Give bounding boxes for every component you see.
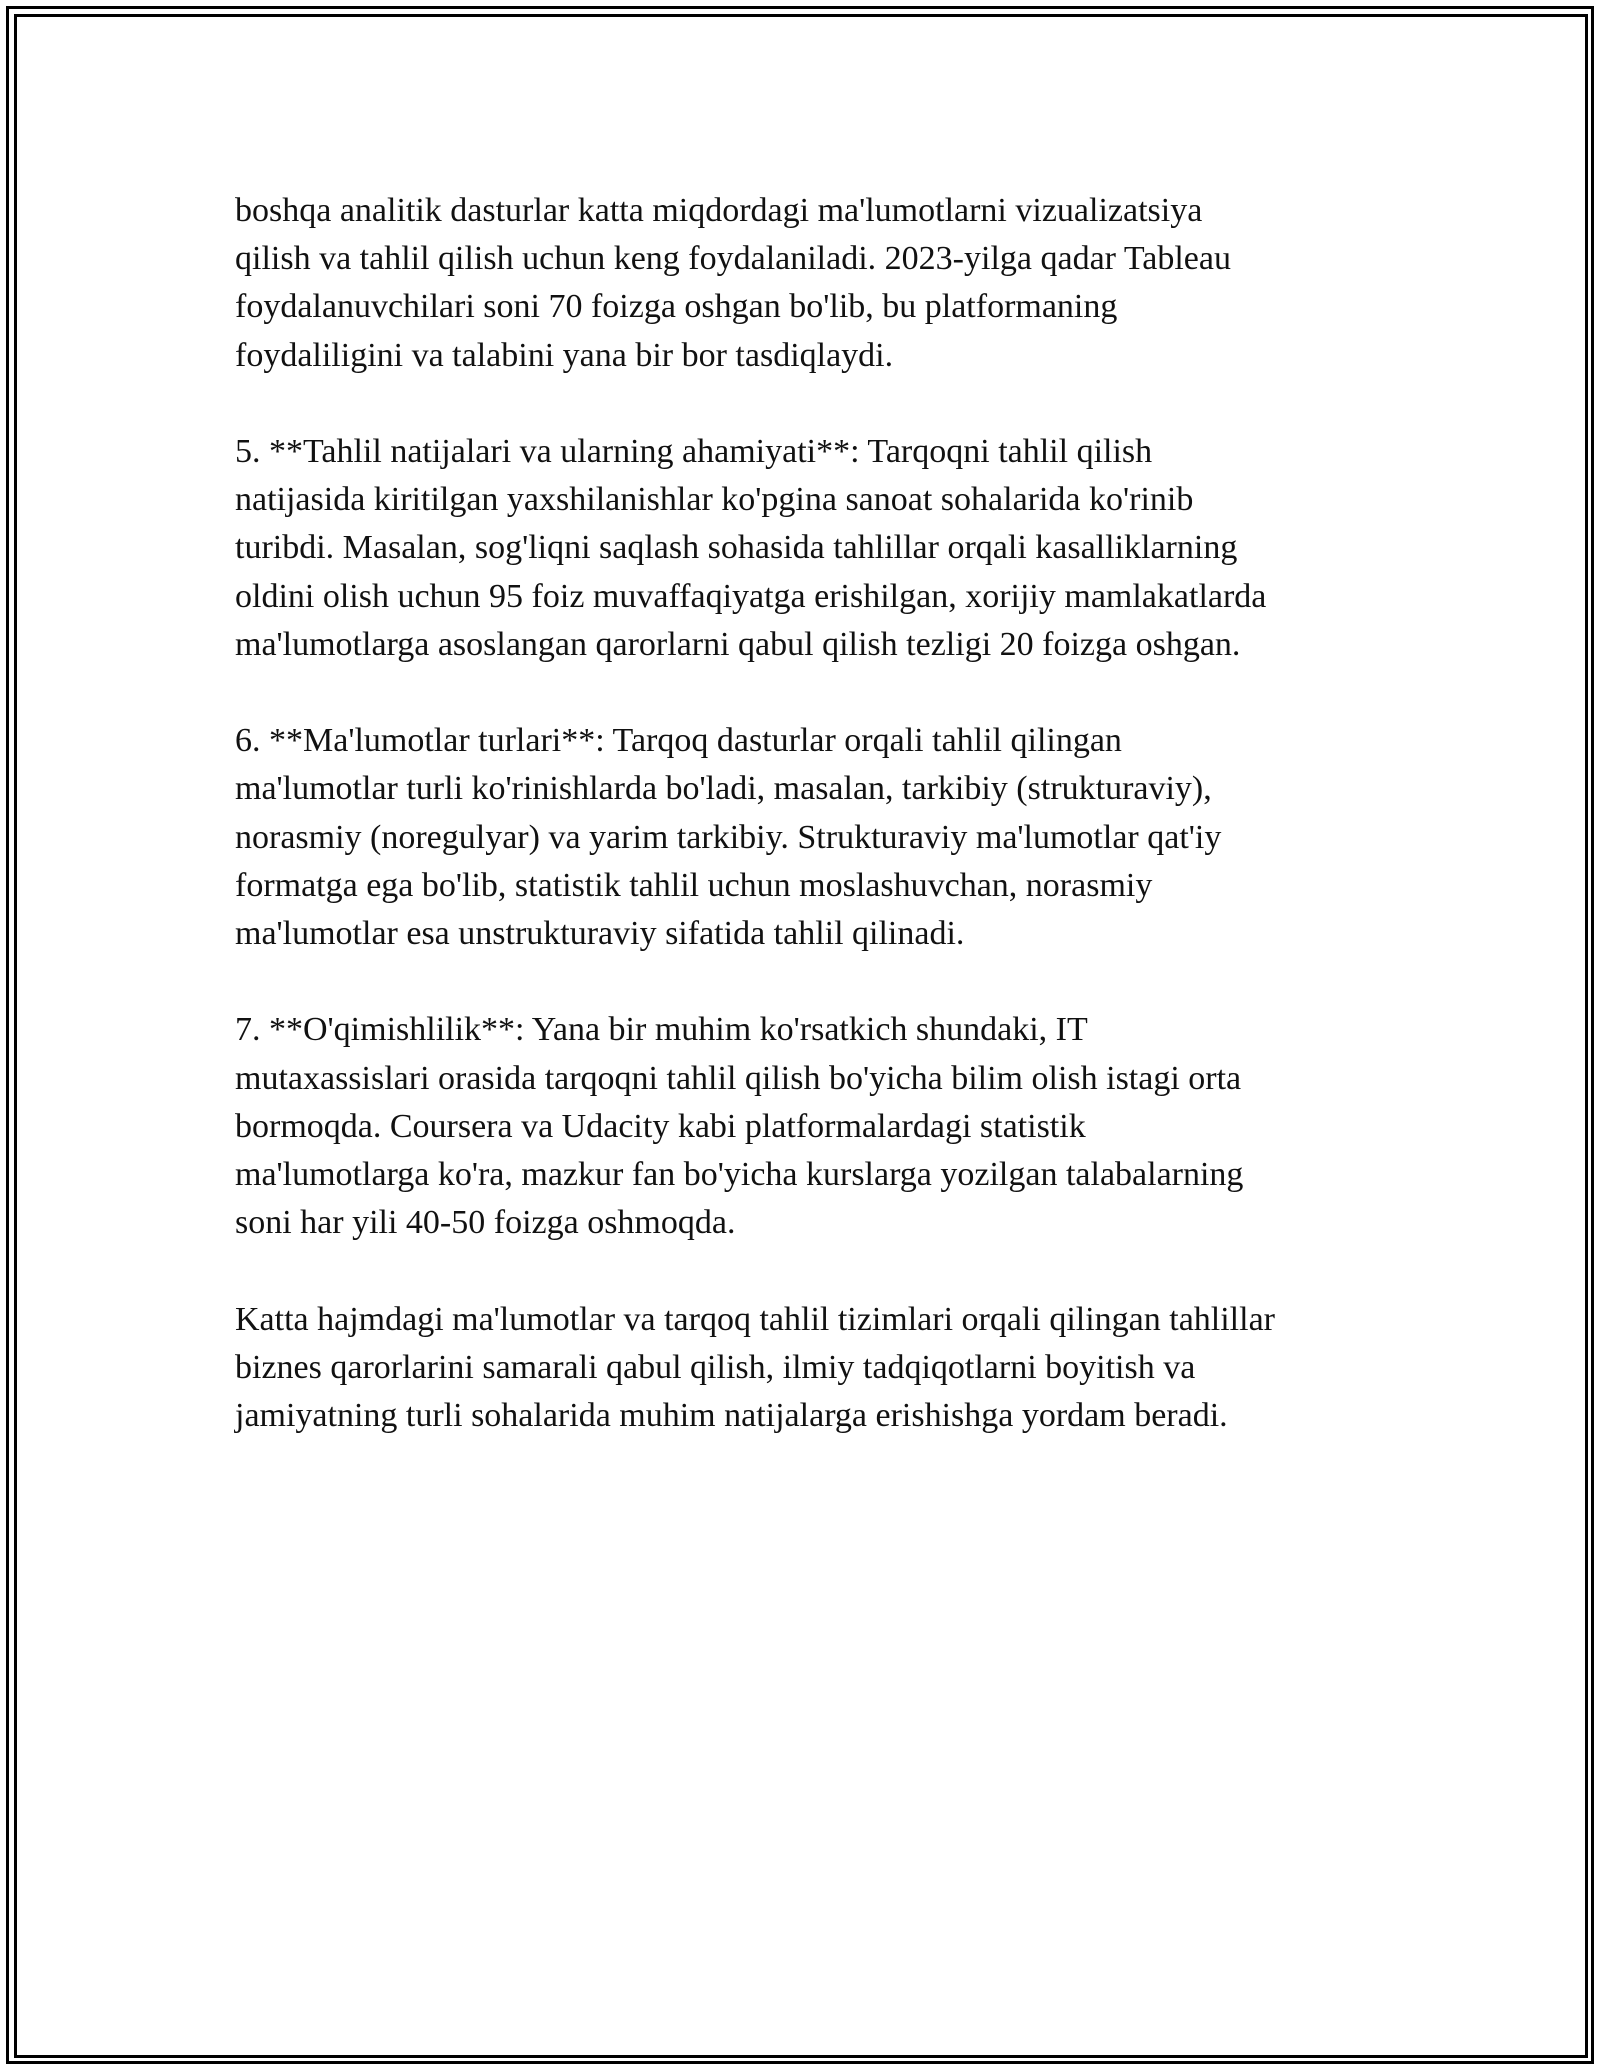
text-line: natijasida kiritilgan yaxshilanishlar ko'pgina sanoat sohalarida ko'rinib [235, 481, 1194, 519]
text-line: jamiyatning turli sohalarida muhim natijalarga erishishga yordam beradi. [235, 1397, 1228, 1435]
text-line: mutaxassislari orasida tarqoqni tahlil qilish bo'yicha bilim olish istagi orta [235, 1059, 1242, 1097]
document-body [235, 187, 1380, 1488]
text-line: Katta hajmdagi ma'lumotlar va tarqoq tahlil tizimlari orqali qilingan tahlillar [235, 1300, 1275, 1338]
text-line: qilish va tahlil qilish uchun keng foydalaniladi. 2023-yilga qadar Tableau [235, 240, 1231, 278]
text-line: oldini olish uchun 95 foiz muvaffaqiyatga erishilgan, xorijiy mamlakatlarda [235, 577, 1267, 615]
text-line: norasmiy (noregulyar) va yarim tarkibiy. Strukturaviy ma'lumotlar qat'iy [235, 818, 1222, 856]
text-line: foydaliligini va talabini yana bir bor tasdiqlaydi. [235, 336, 894, 374]
text-line: 5. **Tahlil natijalari va ularning ahamiyati**: Tarqoqni tahlil qilish [235, 433, 1153, 470]
text-line: foydalanuvchilari soni 70 foizga oshgan bo'lib, bu platformaning [235, 288, 1118, 326]
text-line: formatga ega bo'lib, statistik tahlil uchun moslashuvchan, norasmiy [235, 866, 1153, 904]
paragraph-conclusion [235, 1296, 1380, 1441]
text-line: 6. **Ma'lumotlar turlari**: Tarqoq dasturlar orqali tahlil qilingan [235, 722, 1122, 760]
text-line: biznes qarorlarini samarali qabul qilish, ilmiy tadqiqotlarni boyitish va [235, 1348, 1196, 1386]
text-line: ma'lumotlarga asoslangan qarorlarni qabul qilish tezligi 20 foizga oshgan. [235, 625, 1241, 663]
text-line: bormoqda. Coursera va Udacity kabi platformalardagi statistik [235, 1107, 1086, 1145]
text-line: ma'lumotlar esa unstrukturaviy sifatida tahlil qilinadi. [235, 915, 965, 953]
text-line: ma'lumotlar turli ko'rinishlarda bo'ladi, masalan, tarkibiy (strukturaviy), [235, 770, 1212, 808]
text-line: boshqa analitik dasturlar katta miqdordagi ma'lumotlarni vizualizatsiya [235, 192, 1203, 229]
text-line: 7. **O'qimishlilik**: Yana bir muhim ko'rsatkich shundaki, IT [235, 1011, 1088, 1049]
text-line: soni har yili 40-50 foizga oshmoqda. [235, 1204, 736, 1242]
paragraph-tableau [235, 187, 1380, 380]
text-line: ma'lumotlarga ko'ra, mazkur fan bo'yicha kurslarga yozilgan talabalarning [235, 1156, 1244, 1194]
paragraph-item-7 [235, 1006, 1380, 1247]
paragraph-item-5 [235, 428, 1380, 669]
text-line: turibdi. Masalan, sog'liqni saqlash sohasida tahlillar orqali kasalliklarning [235, 529, 1238, 567]
paragraph-item-6 [235, 717, 1380, 958]
